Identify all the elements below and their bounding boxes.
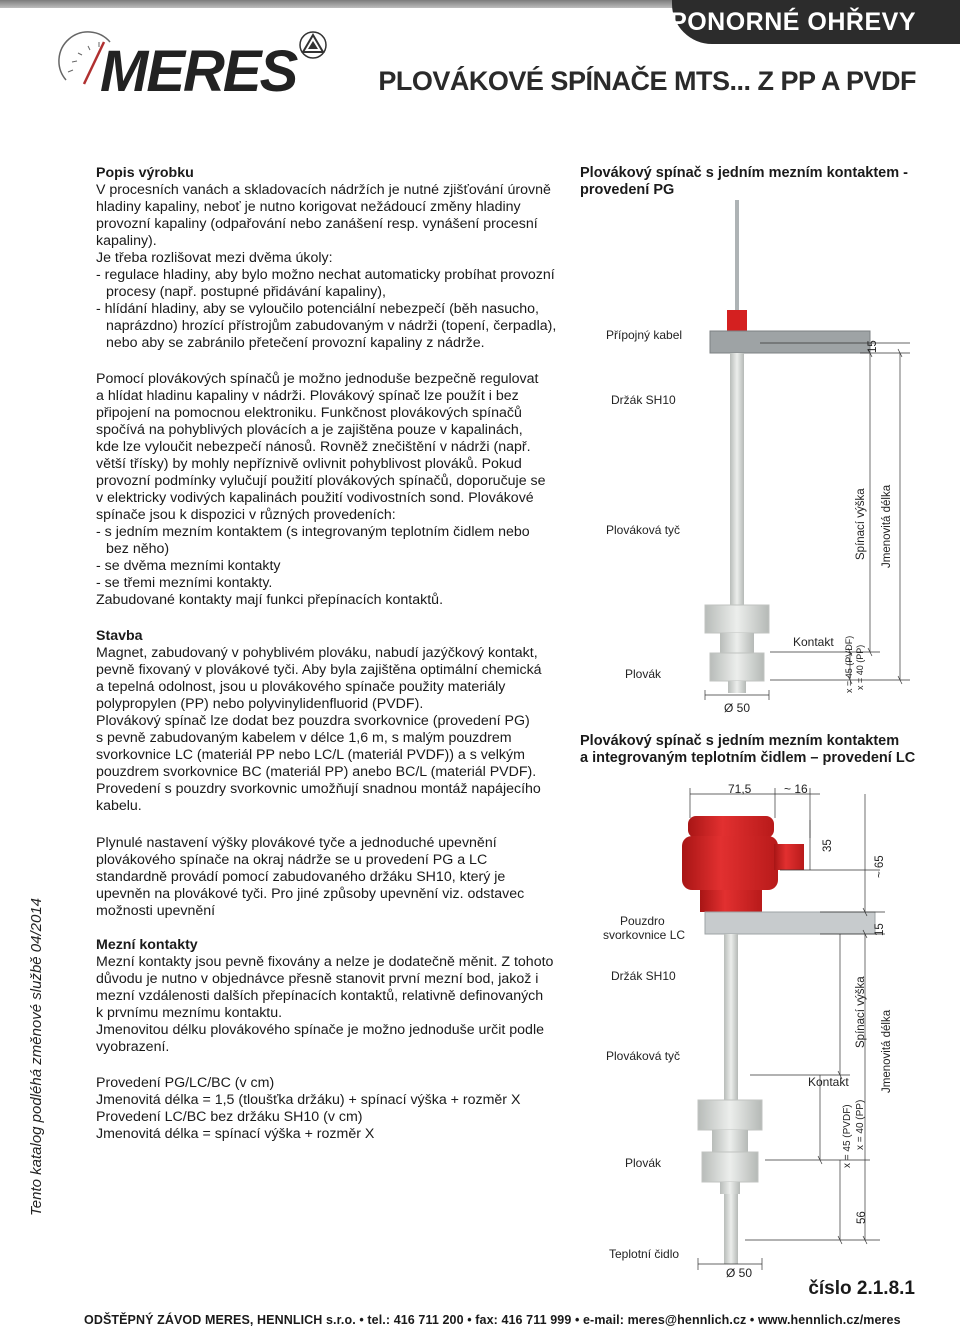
label-float-2: Plovák xyxy=(625,1156,662,1170)
text-line: procesy (např. postupné přidávání kapaliny), xyxy=(106,284,386,300)
text-line: pouzdrem svorkovnice BC (materiál PP) anebo BC/L (materiál PVDF). xyxy=(96,764,537,780)
heading-popis: Popis výrobku xyxy=(96,165,194,181)
text-line: Provedení s pouzdry svorkovnic umožňují snadnou montáž napájecího xyxy=(96,781,541,797)
label-holder: Držák SH10 xyxy=(611,393,676,407)
label-x-pvdf: x = 45 (PVDF) xyxy=(844,635,854,693)
text-line: pevně fixovaný v plovákové tyči. Aby byla zajištěna optimální chemická xyxy=(96,662,542,678)
text-line: - se třemi mezními kontakty. xyxy=(96,575,273,591)
text-line: standardně provádí pomocí zabudovaného držáku SH10, který je xyxy=(96,869,506,885)
label-dim-65: ~ 65 xyxy=(874,855,886,878)
text-line: naprázdno) hrozící přístrojům zabudovaným v nádrži (topení, čerpadla), xyxy=(106,318,557,334)
label-x-pvdf-2: x = 45 (PVDF) xyxy=(842,1104,853,1168)
text-line: důvodu je nutno v objednávce přesně stanovit první mezní bod, jakož i xyxy=(96,971,539,987)
text-line: svorkovnice LC (materiál PP nebo LC/L (materiál PVDF)) a s velkým xyxy=(96,747,525,763)
section-plynule xyxy=(96,835,571,920)
page-number: číslo 2.1.8.1 xyxy=(808,1278,915,1299)
label-x-pp: x = 40 (PP) xyxy=(855,644,865,690)
text-line: Plovákový spínač lze dodat bez pouzdra svorkovnice (provedení PG) xyxy=(96,713,530,729)
text-line: spínače jsou k dispozici v různých provedeních: xyxy=(96,507,396,523)
text-line: - regulace hladiny, aby bylo možno nechat automaticky probíhat provozní xyxy=(96,267,555,283)
label-dim-15b: 15 xyxy=(874,923,886,936)
text-line: Zabudované kontakty mají funkci přepínacích kontaktů. xyxy=(96,592,444,608)
section-stavba xyxy=(96,628,571,815)
text-line: a tepelná odolnost, jsou u plovákového spínače použity materiály xyxy=(96,679,506,695)
text-line: k prvnímu meznímu kontaktu. xyxy=(96,1005,283,1021)
text-line: upevněn na plovákové tyči. Pro jiné způsoby upevnění viz. odstavec xyxy=(96,886,525,902)
label-dim-71: 71,5 xyxy=(728,782,752,796)
label-switch-height-2: Spínací výška xyxy=(855,976,867,1048)
label-x-pp-2: x = 40 (PP) xyxy=(855,1099,866,1150)
text-line: Mezní kontakty jsou pevně fixovány a nelze je dodatečně měnit. Z tohoto xyxy=(96,954,554,970)
text-line: - se dvěma mezními kontakty xyxy=(96,558,281,574)
text-line: bez něho) xyxy=(106,541,170,557)
text-line: spočívá na pohyblivých plovácích a je zajištěna pouze v kapalinách, xyxy=(96,422,523,438)
text-line: Provedení PG/LC/BC (v cm) xyxy=(96,1075,275,1091)
label-switch-height: Spínací výška xyxy=(855,488,867,560)
text-line: plovákového spínače na okraj nádrže se u provedení PG a LC xyxy=(96,852,488,868)
text-line: Jmenovitá délka = spínací výška + rozměr X xyxy=(96,1126,375,1142)
text-line: Jmenovitou délku plovákového spínače je možno jednoduše určit podle xyxy=(96,1022,544,1038)
label-diameter-2: Ø 50 xyxy=(726,1266,753,1280)
text-line: v elektricky vodivých kapalinách použití vodivostních sond. Plovákové xyxy=(96,490,534,506)
text-line: hladiny kapaliny, neboť je nutno korigovat nežádoucí změny hladiny xyxy=(96,199,521,215)
text-line: kabelu. xyxy=(96,798,142,814)
section-mezni xyxy=(96,937,571,1056)
logo-emblem-icon xyxy=(298,30,328,60)
text-line: Pomocí plovákových spínačů je možno jednoduše bezpečně regulovat xyxy=(96,371,539,387)
text-line: větší třísky) by mohly nepříznivě ovlivnit pohyblivost plováků. Pokud xyxy=(96,456,522,472)
label-rod: Plováková tyč xyxy=(606,523,681,537)
text-line: V procesních vanách a skladovacích nádržích je nutné zjišťování úrovně xyxy=(96,182,551,198)
text-line: Plynulé nastavení výšky plovákové tyče a jednoduché upevnění xyxy=(96,835,497,851)
label-dim-15: 15 xyxy=(867,340,879,353)
text-line: možnosti upevnění xyxy=(96,903,216,919)
text-line: Magnet, zabudovaný v pohyblivém plováku, nabudí jazýčkový kontakt, xyxy=(96,645,538,661)
text-line: mezní vzdálenosti dalších přepínacích kontaktů, relativně definovaných xyxy=(96,988,544,1004)
text-line: nebo aby se zabránilo přetečení provozní kapaliny z nádrže. xyxy=(106,335,485,351)
text-line: - hlídání hladiny, aby se vyloučilo potenciální nebezpečí (běh nasucho, xyxy=(96,301,539,317)
figure2-title-line1: Plovákový spínač s jedním mezním kontaktem xyxy=(580,733,900,749)
label-dim-35: 35 xyxy=(822,839,834,852)
label-housing-2: svorkovnice LC xyxy=(603,928,686,942)
text-line: provozní podmínky vylučují použití plovákových spínačů, doporučuje se xyxy=(96,473,546,489)
text-line: s pevně zabudovaným kabelem v délce 1,6 m, s malým pouzdrem xyxy=(96,730,512,746)
text-line: - s jedním mezním kontaktem (s integrovaným teplotním čidlem nebo xyxy=(96,524,530,540)
page-title: PLOVÁKOVÉ SPÍNAČE MTS... Z PP A PVDF xyxy=(378,66,916,96)
text-line: kapaliny). xyxy=(96,233,157,249)
label-dim-16: ~ 16 xyxy=(784,782,808,796)
label-diameter: Ø 50 xyxy=(724,701,751,715)
label-cable: Přípojný kabel xyxy=(606,328,683,342)
heading-stavba: Stavba xyxy=(96,628,143,644)
company-logo: MERES xyxy=(100,39,297,104)
text-line: provozní kapaliny (odpařování nebo zanášení resp. vynášení procesní xyxy=(96,216,538,232)
text-line: připojení na pomocnou elektroniku. Funkčnost plovákových spínačů xyxy=(96,405,522,421)
section-popis xyxy=(96,165,571,352)
text-line: Jmenovitá délka = 1,5 (tloušťka držáku) + spínací výška + rozměr X xyxy=(96,1092,521,1108)
label-float: Plovák xyxy=(625,667,662,681)
label-contact: Kontakt xyxy=(793,635,834,649)
label-contact-2: Kontakt xyxy=(808,1075,849,1089)
text-line: polypropylen (PP) nebo polyvinylidenfluorid (PVDF). xyxy=(96,696,424,712)
label-holder-2: Držák SH10 xyxy=(611,969,676,983)
figure2-title-line2: a integrovaným teplotním čidlem – provedení LC xyxy=(580,750,916,766)
text-line: vyobrazení. xyxy=(96,1039,170,1055)
label-rod-2: Plováková tyč xyxy=(606,1049,681,1063)
footer-contact: ODŠTĚPNÝ ZÁVOD MERES, HENNLICH s.r.o. • tel.: 416 711 200 • fax: 416 711 999 • e-mail: meres@hennlich.cz • www.hennlich.cz/meres xyxy=(84,1313,901,1327)
text-line: Provedení LC/BC bez držáku SH10 (v cm) xyxy=(96,1109,363,1125)
side-note: Tento katalog podléhá změnové službě 04/2014 xyxy=(28,897,45,1216)
label-housing-1: Pouzdro xyxy=(620,914,665,928)
figure1-title: Plovákový spínač s jedním mezním kontaktem - provedení PG xyxy=(580,165,908,198)
figure1-drawing xyxy=(700,200,920,740)
text-line: Je třeba rozlišovat mezi dvěma úkoly: xyxy=(96,250,333,266)
section-provedeni xyxy=(96,1075,571,1143)
label-dim-56: 56 xyxy=(856,1211,868,1224)
label-sensor: Teplotní čidlo xyxy=(609,1247,680,1261)
text-line: kde lze vyloučit nebezpečí nánosů. Rovněž znečištění v nádrži (např. xyxy=(96,439,531,455)
heading-mezni: Mezní kontakty xyxy=(96,937,198,953)
section-pomoci xyxy=(96,371,571,609)
category-title: PONORNÉ OHŘEVY xyxy=(670,8,916,36)
label-nominal-length-2: Jmenovitá délka xyxy=(881,1009,893,1093)
text-line: a hlídat hladinu kapaliny v nádrži. Plovákový spínač lze použít i bez xyxy=(96,388,519,404)
label-nominal-length: Jmenovitá délka xyxy=(881,484,893,568)
